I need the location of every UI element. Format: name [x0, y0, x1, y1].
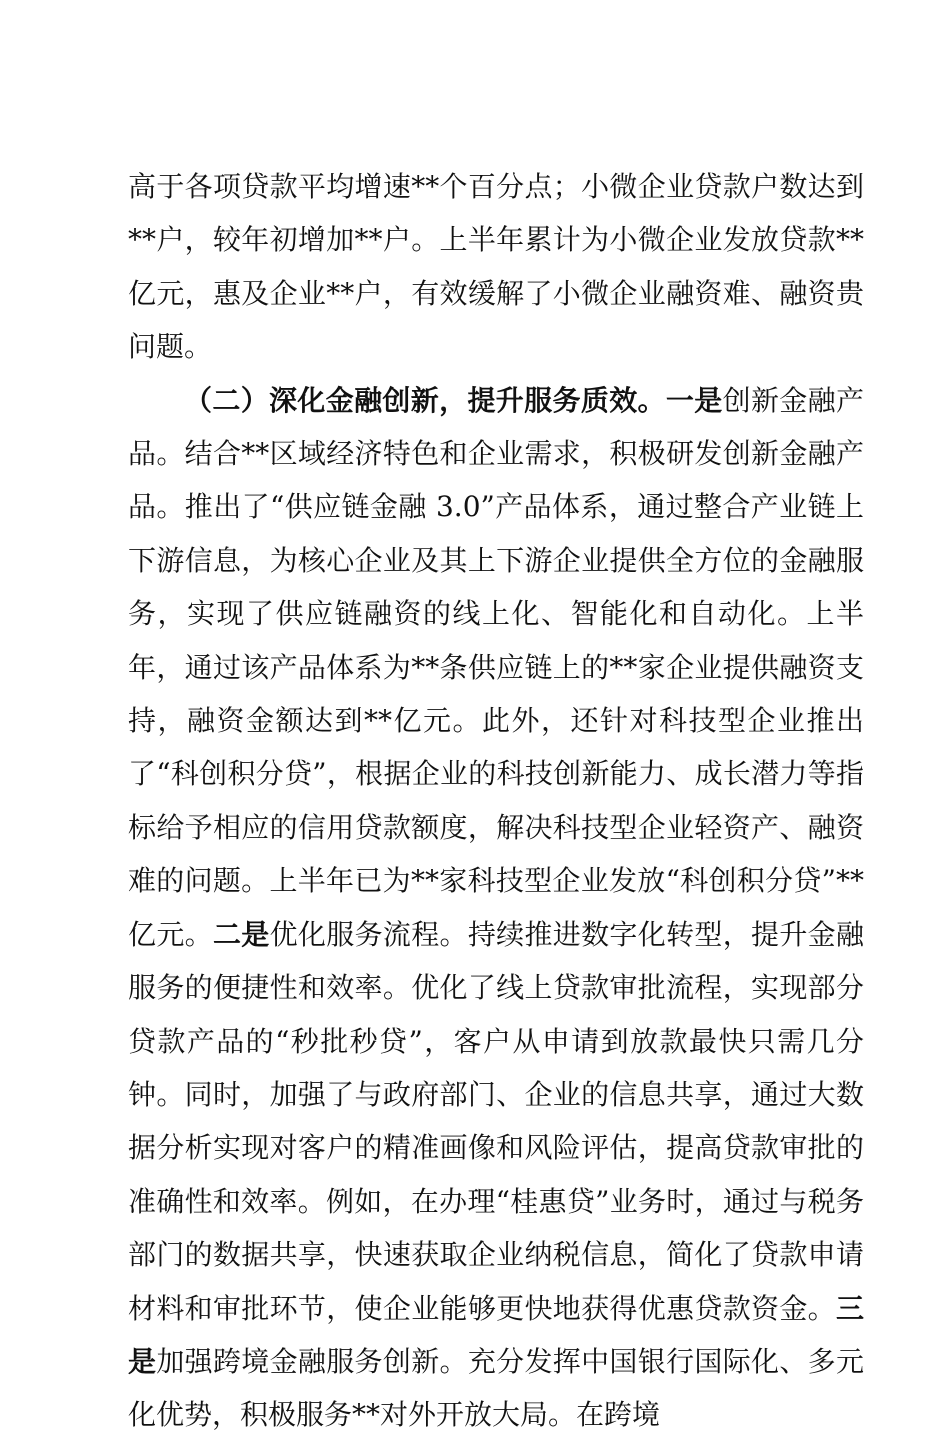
section-heading: （二）深化金融创新，提升服务质效。 — [184, 383, 666, 417]
paragraph-text: 优化服务流程。持续推进数字化转型，提升金融服务的便捷性和效率。优化了线上贷款审批流程，实现部分贷款产品的“秒批秒贷”，客户从申请到放款最快只需几分钟。同时，加强了与政府部门、企业的信息共享，通过大数据分析实现对客户的精准画像和风险评估，提高贷款审批的准确性和效率。例如，在办理“桂惠贷”业务时，通过与税务部门的数据共享，快速获取企业纳税信息，简化了贷款申请材料和审批环节，使企业能够更快地获得优惠贷款资金。 — [128, 917, 864, 1325]
document-body — [128, 160, 864, 1442]
lead-phrase: 三是 — [128, 1291, 864, 1378]
paragraph-text: 创新金融产品。结合**区域经济特色和企业需求，积极研发创新金融产品。推出了“供应链金融 3.0”产品体系，通过整合产业链上下游信息，为核心企业及其上下游企业提供全方位的金融服务，实现了供应链融资的线上化、智能化和自动化。上半年，通过该产品体系为**条供应链上的**家企业提供融资支持，融资金额达到**亿元。此外，还针对科技型企业推出了“科创积分贷”，根据企业的科技创新能力、成长潜力等指标给予相应的信用贷款额度，解决科技型企业轻资产、融资难的问题。上半年已为**家科技型企业发放“科创积分贷”**亿元。 — [128, 383, 864, 951]
paragraph-loan-growth — [128, 160, 864, 374]
paragraph-text: 高于各项贷款平均增速**个百分点；小微企业贷款户数达到**户，较年初增加**户。上半年累计为小微企业发放贷款**亿元，惠及企业**户，有效缓解了小微企业融资难、融资贵问题。 — [128, 170, 864, 364]
lead-phrase: 一是 — [665, 383, 723, 417]
paragraph-text: 加强跨境金融服务创新。充分发挥中国银行国际化、多元化优势，积极服务**对外开放大局。在跨境 — [128, 1344, 864, 1432]
paragraph-financial-innovation — [128, 374, 864, 1442]
lead-phrase: 二是 — [212, 917, 270, 951]
